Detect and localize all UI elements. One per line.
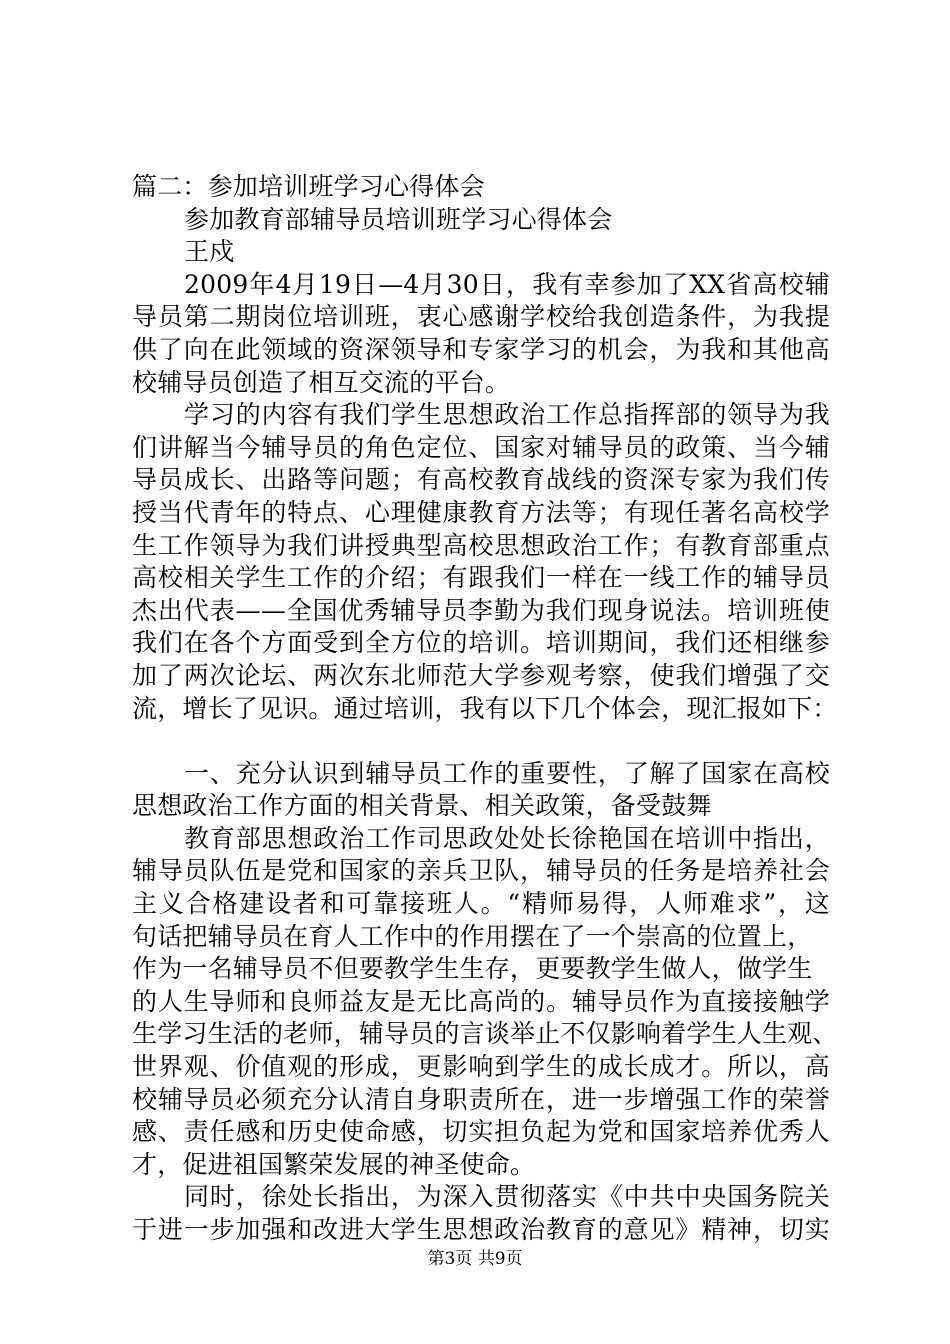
text-line: 的人生导师和良师益友是无比高尚的。辅导员作为直接接触学: [132, 986, 830, 1016]
text-line: 作为一名辅导员不但要教学生生存，更要教学生做人，做学生: [132, 954, 813, 984]
text-line: 生工作领导为我们讲授典型高校思想政治工作；有教育部重点: [132, 530, 830, 560]
text-line: 校辅导员必须充分认清自身职责所在，进一步增强工作的荣誉: [132, 1084, 830, 1114]
text-line: 杰出代表——全国优秀辅导员李勤为我们现身说法。培训班使: [132, 595, 830, 625]
text-line: 于进一步加强和改进大学生思想政治教育的意见》精神，切实: [132, 1215, 830, 1244]
text-line: 我们在各个方面受到全方位的培训。培训期间，我们还相继参: [132, 628, 830, 658]
paragraph-lines: [132, 269, 838, 1247]
text-line: 一、充分认识到辅导员工作的重要性，了解了国家在高校: [184, 758, 830, 788]
text-line: 导员第二期岗位培训班，衷心感谢学校给我创造条件，为我提: [132, 302, 830, 332]
text-line: 们讲解当今辅导员的角色定位、国家对辅导员的政策、当今辅: [132, 432, 830, 462]
text-line: 同时，徐处长指出，为深入贯彻落实《中共中央国务院关: [184, 1182, 830, 1212]
text-line: 主义合格建设者和可靠接班人。“精师易得，人师难求”，这: [132, 889, 830, 919]
text-line: 教育部思想政治工作司思政处处长徐艳国在培训中指出，: [184, 823, 830, 853]
page-footer: 第3页 共9页: [427, 1249, 523, 1269]
text-line: 才，促进祖国繁荣发展的神圣使命。: [132, 1149, 536, 1179]
text-line: 流，增长了见识。通过培训，我有以下几个体会，现汇报如下：: [132, 693, 838, 723]
section-heading: 篇二：参加培训班学习心得体会: [132, 172, 485, 201]
text-line: 授当代青年的特点、心理健康教育方法等；有现任著名高校学: [132, 497, 830, 527]
document-title: 参加教育部辅导员培训班学习心得体会: [184, 204, 613, 234]
paragraph-gap: [132, 725, 832, 758]
text-line: 学习的内容有我们学生思想政治工作总指挥部的领导为我: [184, 400, 830, 430]
text-line: 供了向在此领域的资深领导和专家学习的机会，为我和其他高: [132, 334, 830, 364]
text-line: 高校相关学生工作的介绍；有跟我们一样在一线工作的辅导员: [132, 563, 830, 593]
text-line: 2009年4月19日—4月30日，我有幸参加了XX省高校辅: [184, 269, 830, 299]
text-line: 感、责任感和历史使命感，切实担负起为党和国家培养优秀人: [132, 1117, 830, 1147]
text-line: 加了两次论坛、两次东北师范大学参观考察，使我们增强了交: [132, 660, 830, 690]
text-line: 导员成长、出路等问题；有高校教育战线的资深专家为我们传: [132, 465, 830, 495]
document-body: [132, 171, 838, 1247]
text-line: 世界观、价值观的形成，更影响到学生的成长成才。所以，高: [132, 1052, 830, 1082]
text-line: 生学习生活的老师，辅导员的言谈举止不仅影响着学生人生观、: [132, 1019, 838, 1049]
text-line: 思想政治工作方面的相关背景、相关政策，备受鼓舞: [132, 791, 712, 821]
text-line: 句话把辅导员在育人工作中的作用摆在了一个崇高的位置上，: [132, 921, 813, 951]
text-line: 校辅导员创造了相互交流的平台。: [132, 367, 511, 397]
text-line: 辅导员队伍是党和国家的亲兵卫队，辅导员的任务是培养社会: [132, 856, 830, 886]
author-name: 王戍: [184, 237, 235, 267]
